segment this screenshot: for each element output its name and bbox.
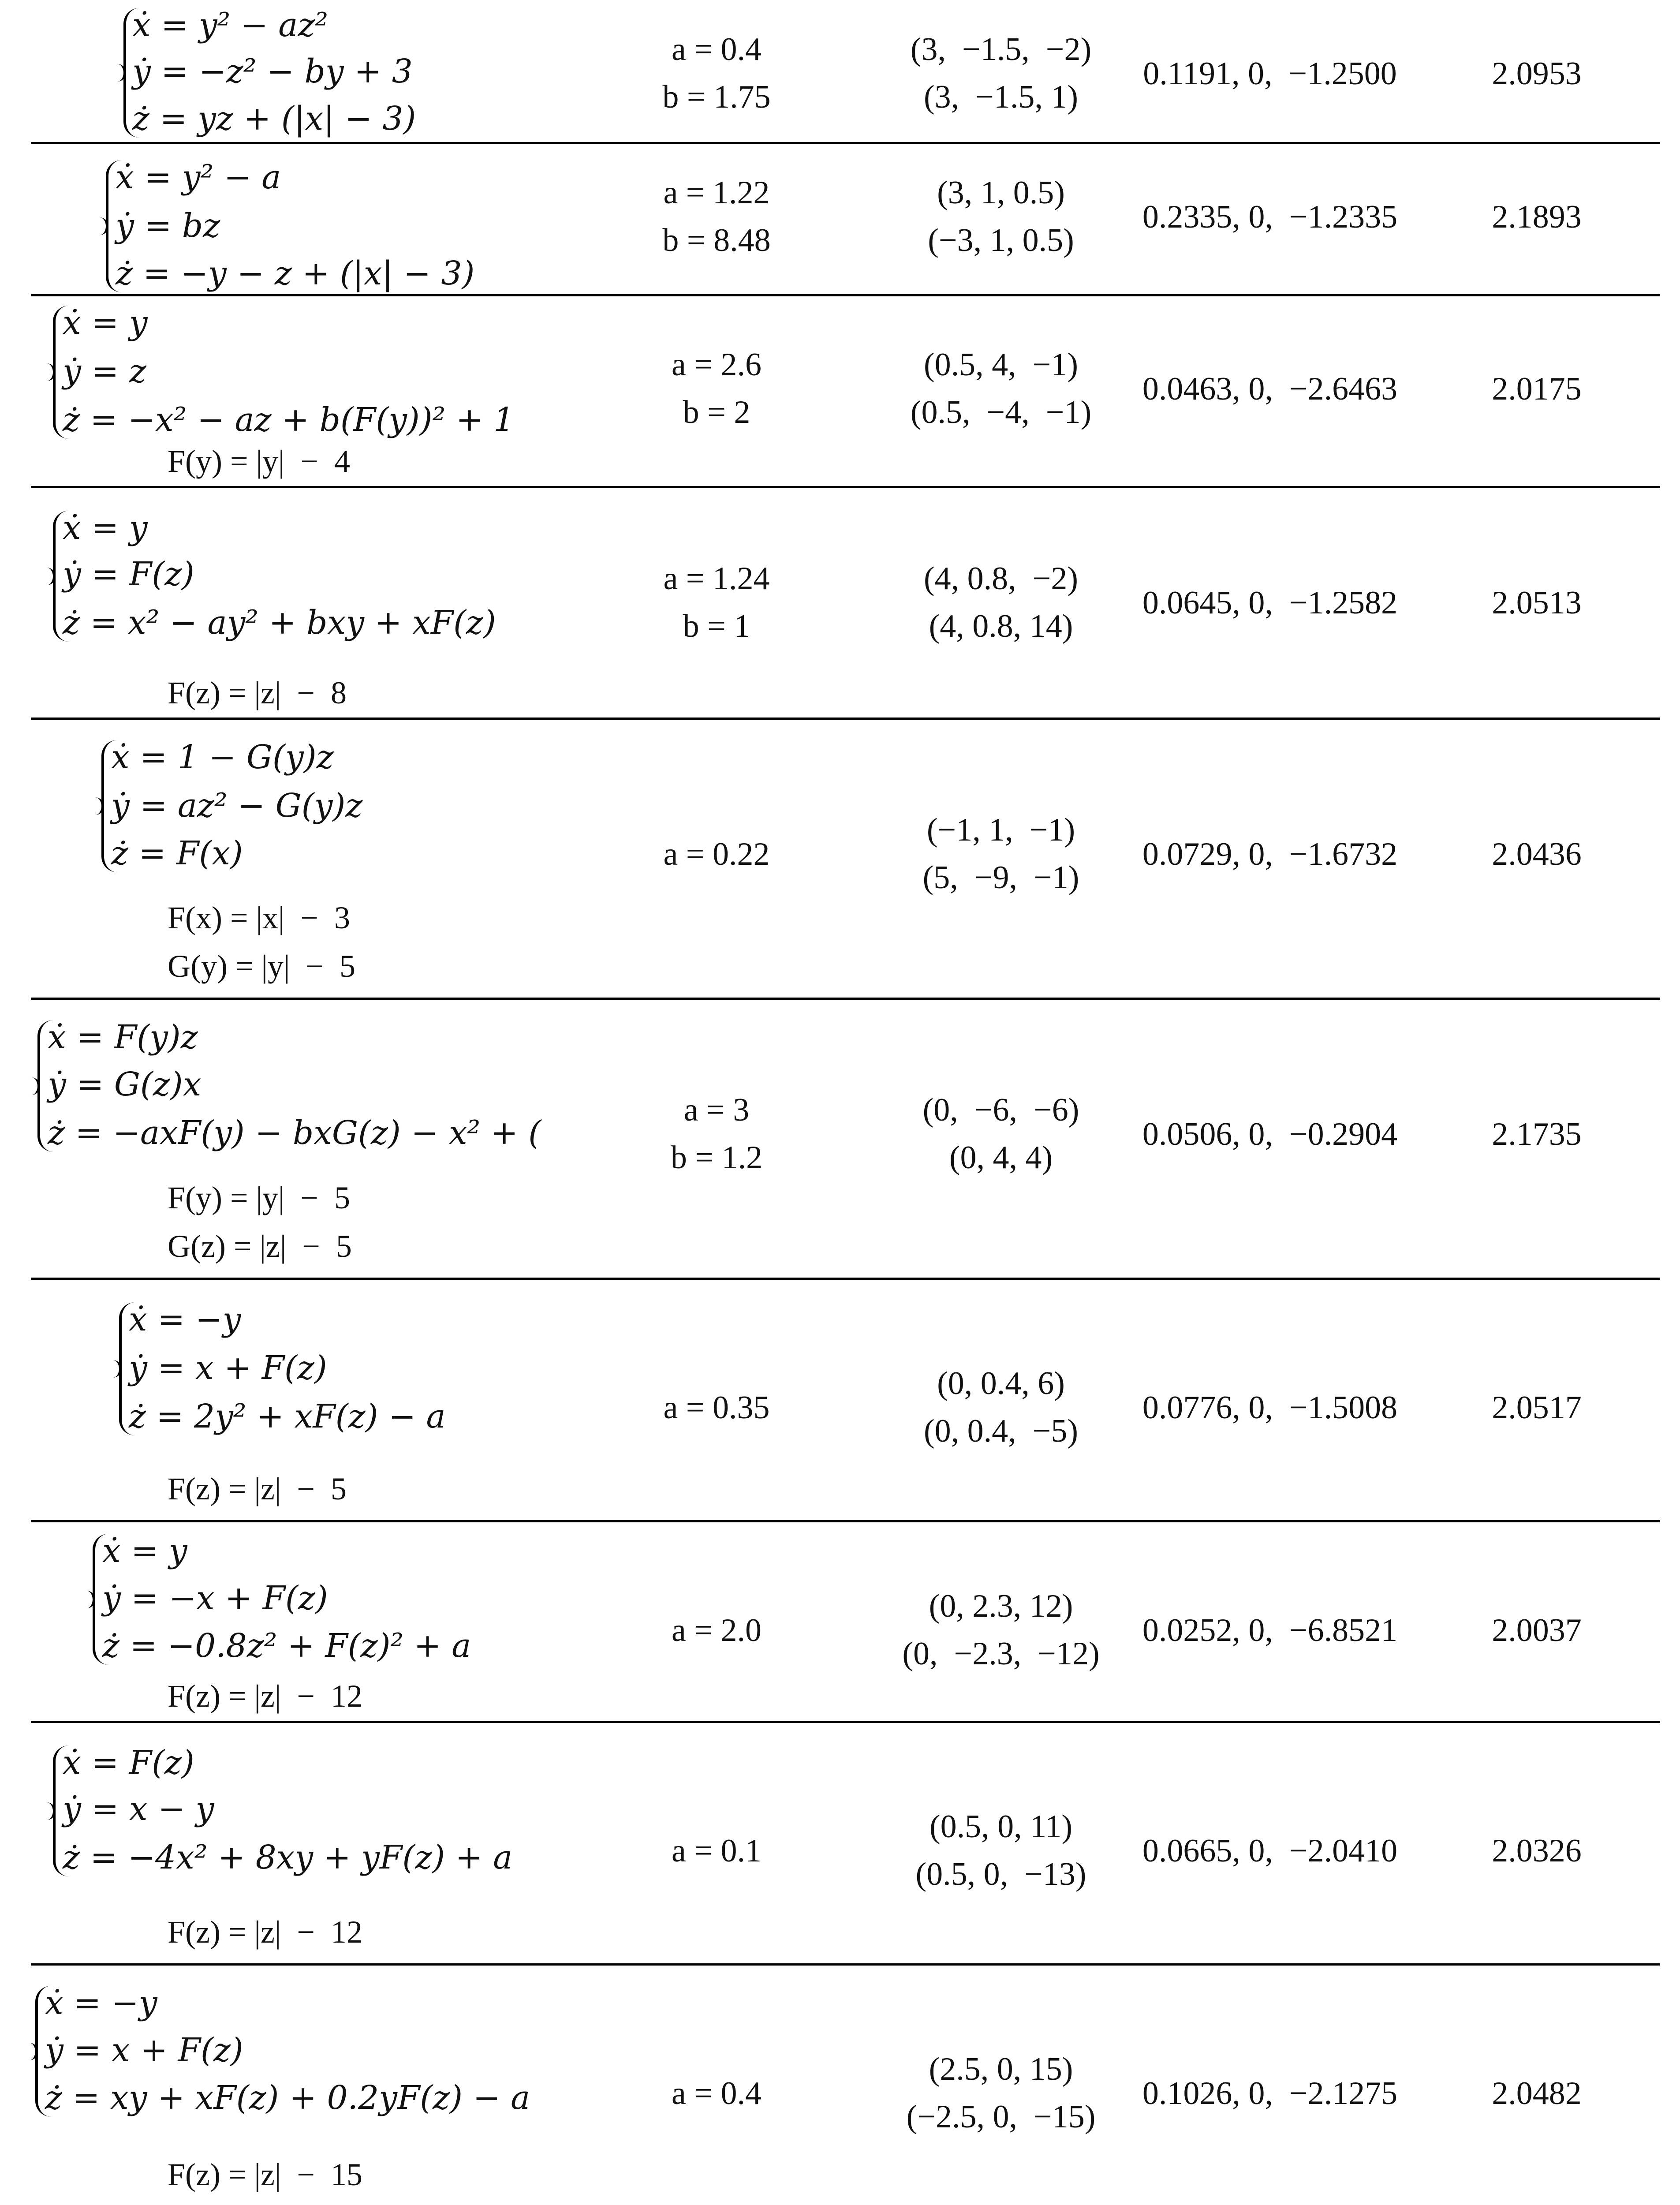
- parameter-values-line: b = 1: [683, 608, 750, 644]
- equation-line: ẏ = −x + F(z): [102, 1579, 328, 1617]
- equation-line: ẏ = −z² − by + 3: [132, 52, 413, 90]
- initial-conditions-line: (0, 0.4, −5): [923, 1413, 1079, 1449]
- function-definition: F(z) = |z| − 12: [168, 1678, 362, 1714]
- table-row: [0, 1722, 1680, 1965]
- equation-line: ẏ = x − y: [63, 1790, 214, 1828]
- equation-line: ẋ = F(y)z: [48, 1018, 198, 1056]
- lyapunov-exponents: [1142, 587, 1397, 619]
- equation-line: ẏ = az² − G(y)z: [111, 787, 363, 825]
- parameter-values-line: b = 2: [683, 394, 750, 430]
- kaplan-yorke-dimension: 2.0517: [1492, 1390, 1582, 1426]
- initial-conditions: [923, 1094, 1079, 1174]
- initial-conditions-line: (0.5, −4, −1): [910, 394, 1092, 430]
- initial-conditions-line: (3, −1.5, −2): [910, 31, 1092, 67]
- lyapunov-exponents: [1142, 201, 1397, 233]
- table-row: [0, 1965, 1680, 2205]
- table-row: [0, 143, 1680, 295]
- kaplan-yorke-dimension: 2.1735: [1492, 1116, 1582, 1152]
- equation-line: ż = −axF(y) − bxG(z) − x² + (: [48, 1114, 541, 1152]
- initial-conditions-line: (3, −1.5, 1): [923, 79, 1079, 115]
- lyapunov-exponents: [1142, 373, 1397, 405]
- equation-line: ẏ = G(z)x: [48, 1065, 202, 1103]
- equation-line: ẏ = bz: [116, 207, 220, 245]
- parameter-values: [662, 33, 770, 113]
- function-definition: F(y) = |y| − 4: [168, 444, 351, 479]
- parameter-values-line: a = 2.6: [671, 347, 762, 383]
- parameter-values-line: a = 0.22: [663, 836, 770, 872]
- lyapunov-exponents-line: 0.0463, 0, −2.6463: [1142, 371, 1398, 407]
- initial-conditions-line: (0, 4, 4): [949, 1140, 1053, 1176]
- initial-conditions: [924, 1367, 1078, 1447]
- initial-conditions-line: (0, −2.3, −12): [902, 1636, 1100, 1672]
- parameter-values-line: a = 0.4: [671, 31, 762, 67]
- initial-conditions: [907, 2053, 1096, 2133]
- initial-conditions-line: (4, 0.8, −2): [923, 561, 1079, 597]
- lyapunov-exponents: [1143, 57, 1397, 90]
- equation-line: ż = yz + (|x| − 3): [132, 100, 416, 138]
- lyapunov-exponents-line: 0.0506, 0, −0.2904: [1142, 1116, 1398, 1152]
- initial-conditions-line: (3, 1, 0.5): [937, 175, 1065, 211]
- table-row: [0, 0, 1680, 143]
- equation-line: ż = −0.8z² + F(z)² + a: [102, 1627, 471, 1665]
- equation-line: ż = −x² − az + b(F(y))² + 1: [63, 401, 515, 439]
- function-definition: F(z) = |z| − 12: [168, 1914, 362, 1950]
- function-definition: F(z) = |z| − 8: [168, 675, 347, 710]
- initial-conditions-line: (0.5, 0, −13): [915, 1856, 1086, 1892]
- parameter-values: [672, 1835, 762, 1867]
- lyapunov-exponents: [1142, 838, 1397, 871]
- lyapunov-exponents: [1142, 1835, 1397, 1867]
- initial-conditions: [923, 814, 1079, 894]
- initial-conditions: [902, 1590, 1099, 1670]
- parameter-values: [663, 838, 769, 871]
- lyapunov-exponents-line: 0.0645, 0, −1.2582: [1142, 585, 1398, 621]
- equation-line: ż = xy + xF(z) + 0.2yF(z) − a: [45, 2079, 530, 2117]
- initial-conditions-line: (0, 0.4, 6): [937, 1365, 1065, 1401]
- initial-conditions-line: (0.5, 0, 11): [929, 1809, 1073, 1845]
- function-definition: F(z) = |z| − 15: [168, 2157, 362, 2192]
- equation-line: ż = −y − z + (|x| − 3): [116, 254, 475, 292]
- lyapunov-exponents-line: 0.0665, 0, −2.0410: [1142, 1833, 1398, 1869]
- lyapunov-exponents-line: 0.0252, 0, −6.8521: [1142, 1612, 1398, 1648]
- kaplan-yorke-dimension: 2.0953: [1492, 56, 1582, 92]
- initial-conditions-line: (0, −6, −6): [922, 1092, 1079, 1128]
- lyapunov-exponents-line: 0.0729, 0, −1.6732: [1142, 836, 1398, 872]
- lyapunov-exponents: [1142, 2077, 1397, 2110]
- equation-line: ẋ = y² − az²: [132, 6, 329, 44]
- function-definition: G(z) = |z| − 5: [168, 1229, 352, 1264]
- parameter-values: [672, 348, 762, 429]
- equation-line: ẋ = −y: [129, 1301, 241, 1338]
- function-definition: F(y) = |y| − 5: [168, 1180, 351, 1215]
- lyapunov-exponents: [1142, 1118, 1397, 1151]
- kaplan-yorke-dimension: 2.1893: [1492, 199, 1582, 235]
- kaplan-yorke-dimension: 2.0037: [1492, 1612, 1582, 1648]
- parameter-values-line: a = 1.24: [663, 561, 770, 597]
- equation-line: ẏ = x + F(z): [45, 2031, 243, 2069]
- initial-conditions-line: (−3, 1, 0.5): [928, 222, 1074, 258]
- lyapunov-exponents: [1142, 1391, 1397, 1424]
- kaplan-yorke-dimension: 2.0175: [1492, 371, 1582, 407]
- lyapunov-exponents-line: 0.0776, 0, −1.5008: [1142, 1390, 1398, 1426]
- parameter-values-line: b = 1.75: [662, 79, 771, 115]
- parameter-values-line: a = 0.4: [671, 2075, 762, 2112]
- equation-line: ẏ = F(z): [63, 555, 194, 593]
- parameter-values-line: a = 0.1: [671, 1833, 762, 1869]
- initial-conditions-line: (4, 0.8, 14): [929, 608, 1073, 644]
- parameter-values: [663, 1391, 769, 1424]
- parameter-values: [672, 2077, 762, 2110]
- parameter-values-line: b = 1.2: [670, 1140, 763, 1176]
- parameter-values-line: a = 1.22: [663, 175, 770, 211]
- parameter-values-line: b = 8.48: [662, 222, 771, 258]
- equation-line: ẋ = y: [63, 304, 148, 342]
- parameter-values: [671, 1094, 762, 1174]
- parameter-values-line: a = 0.35: [663, 1390, 770, 1426]
- equation-line: ż = F(x): [111, 834, 243, 872]
- parameter-values: [662, 176, 770, 257]
- function-definition: F(x) = |x| − 3: [168, 900, 351, 935]
- initial-conditions-line: (5, −9, −1): [922, 860, 1079, 896]
- table-row: [0, 999, 1680, 1279]
- initial-conditions-line: (−2.5, 0, −15): [906, 2099, 1096, 2135]
- table-row: [0, 719, 1680, 999]
- parameter-values: [663, 562, 769, 643]
- lyapunov-exponents-line: 0.1191, 0, −1.2500: [1143, 56, 1397, 92]
- initial-conditions: [911, 33, 1091, 113]
- initial-conditions: [924, 562, 1078, 643]
- initial-conditions-line: (−1, 1, −1): [926, 812, 1075, 848]
- table-row: [0, 487, 1680, 719]
- equation-line: ẋ = y² − a: [116, 158, 281, 196]
- equation-line: ż = x² − ay² + bxy + xF(z): [63, 604, 496, 642]
- kaplan-yorke-dimension: 2.0513: [1492, 585, 1582, 621]
- function-definition: F(z) = |z| − 5: [168, 1471, 347, 1506]
- parameter-values-line: a = 3: [683, 1092, 750, 1128]
- equation-line: ẏ = x + F(z): [129, 1349, 327, 1387]
- table-row: [0, 1521, 1680, 1722]
- equation-line: ẏ = z: [63, 352, 146, 390]
- initial-conditions-line: (0.5, 4, −1): [923, 347, 1079, 383]
- kaplan-yorke-dimension: 2.0482: [1492, 2075, 1582, 2112]
- equation-line: ẋ = 1 − G(y)z: [111, 738, 334, 776]
- initial-conditions: [911, 348, 1091, 429]
- kaplan-yorke-dimension: 2.0326: [1492, 1833, 1582, 1869]
- initial-conditions-line: (0, 2.3, 12): [929, 1588, 1073, 1624]
- kaplan-yorke-dimension: 2.0436: [1492, 836, 1582, 872]
- lyapunov-exponents-line: 0.2335, 0, −1.2335: [1142, 199, 1398, 235]
- table-row: [0, 295, 1680, 487]
- initial-conditions: [915, 1810, 1086, 1891]
- initial-conditions-line: (2.5, 0, 15): [929, 2051, 1073, 2087]
- lyapunov-exponents-line: 0.1026, 0, −2.1275: [1142, 2075, 1398, 2112]
- equation-line: ẋ = F(z): [63, 1744, 194, 1782]
- equation-line: ẋ = −y: [45, 1984, 157, 2022]
- parameter-values: [672, 1614, 762, 1647]
- equation-line: ẋ = y: [63, 509, 148, 547]
- lyapunov-exponents: [1142, 1614, 1397, 1647]
- function-definition: G(y) = |y| − 5: [168, 949, 355, 984]
- table-row: [0, 1279, 1680, 1521]
- parameter-values-line: a = 2.0: [671, 1612, 762, 1648]
- equation-line: ż = −4x² + 8xy + yF(z) + a: [63, 1839, 513, 1876]
- equation-line: ẋ = y: [102, 1532, 187, 1570]
- equation-line: ż = 2y² + xF(z) − a: [129, 1398, 446, 1435]
- initial-conditions: [928, 176, 1074, 257]
